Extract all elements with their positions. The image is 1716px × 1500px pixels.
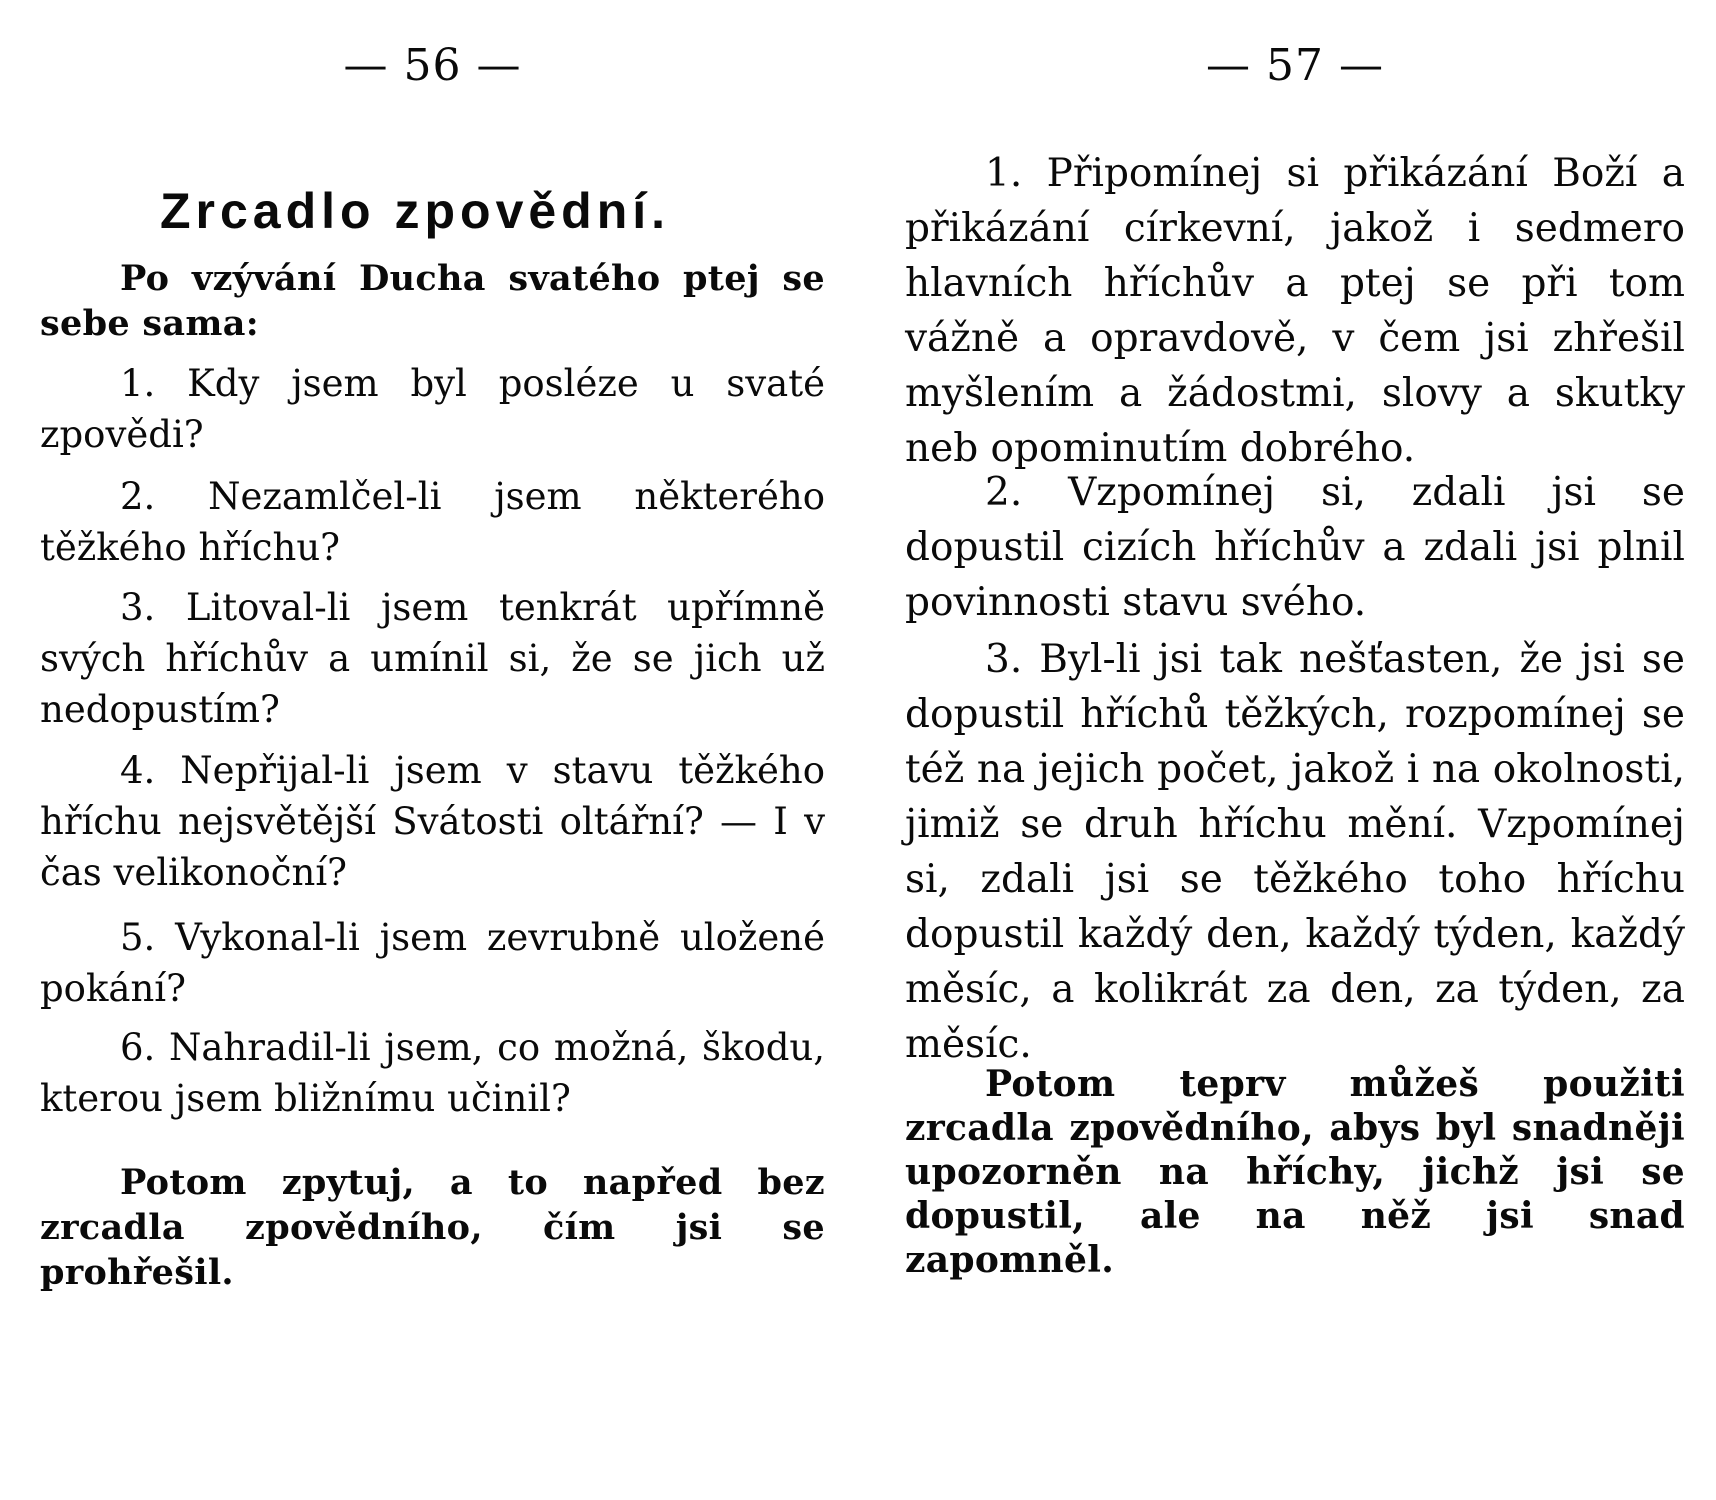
question-1: 1. Kdy jsem byl posléze u svaté zpovědi?	[40, 362, 825, 456]
instruction-1: 1. Připomínej si přikázání Boží a přikázání církevní, jakož i sedmero hlavních hříchův a ptej se při tom vážně a opravdově, v čem jsi zhřešil myšlením a žádostmi, slovy a skutky neb opominutím dobrého.	[905, 151, 1685, 471]
closing-paragraph-left: Potom zpytuj, a to napřed bez zrcadla zpovědního, čím jsi se prohřešil.	[40, 1162, 825, 1293]
page-number-56: — 56 —	[343, 40, 522, 91]
question-3: 3. Litoval-li jsem tenkrát upřímně svých hříchův a umínil si, že se jich už nedopustím?	[40, 586, 825, 731]
closing-paragraph-right: Potom teprv můžeš použiti zrcadla zpovědního, abys byl snadněji upozorněn na hříchy, jichž jsi se dopustil, ale na něž jsi snad zapomněl.	[905, 1063, 1685, 1281]
question-4: 4. Nepřijal-li jsem v stavu těžkého hříchu nejsvětější Svátosti oltářní? — I v čas velikonoční?	[40, 749, 825, 894]
instruction-2: 2. Vzpomínej si, zdali jsi se dopustil cizích hříchův a zdali jsi plnil povinnosti stavu svého.	[905, 470, 1685, 625]
page-number-57: — 57 —	[1206, 40, 1384, 91]
chapter-heading: Zrcadlo zpovědní.	[160, 183, 671, 239]
intro-paragraph: Po vzývání Ducha svatého ptej se sebe sama:	[40, 258, 825, 344]
question-6: 6. Nahradil-li jsem, co možná, škodu, kterou jsem bližnímu učinil?	[40, 1026, 825, 1120]
question-5: 5. Vykonal-li jsem zevrubně uložené pokání?	[40, 916, 825, 1010]
instruction-3: 3. Byl-li jsi tak nešťasten, že jsi se dopustil hříchů těžkých, rozpomínej se též na jejich počet, jakož i na okolnosti, jimiž se druh hříchu mění. Vzpomínej si, zdali jsi se těžkého toho hříchu dopustil každý den, každý týden, každý měsíc, a kolikrát za den, za týden, za měsíc.	[905, 637, 1685, 1067]
question-2: 2. Nezamlčel-li jsem některého těžkého hříchu?	[40, 475, 825, 569]
